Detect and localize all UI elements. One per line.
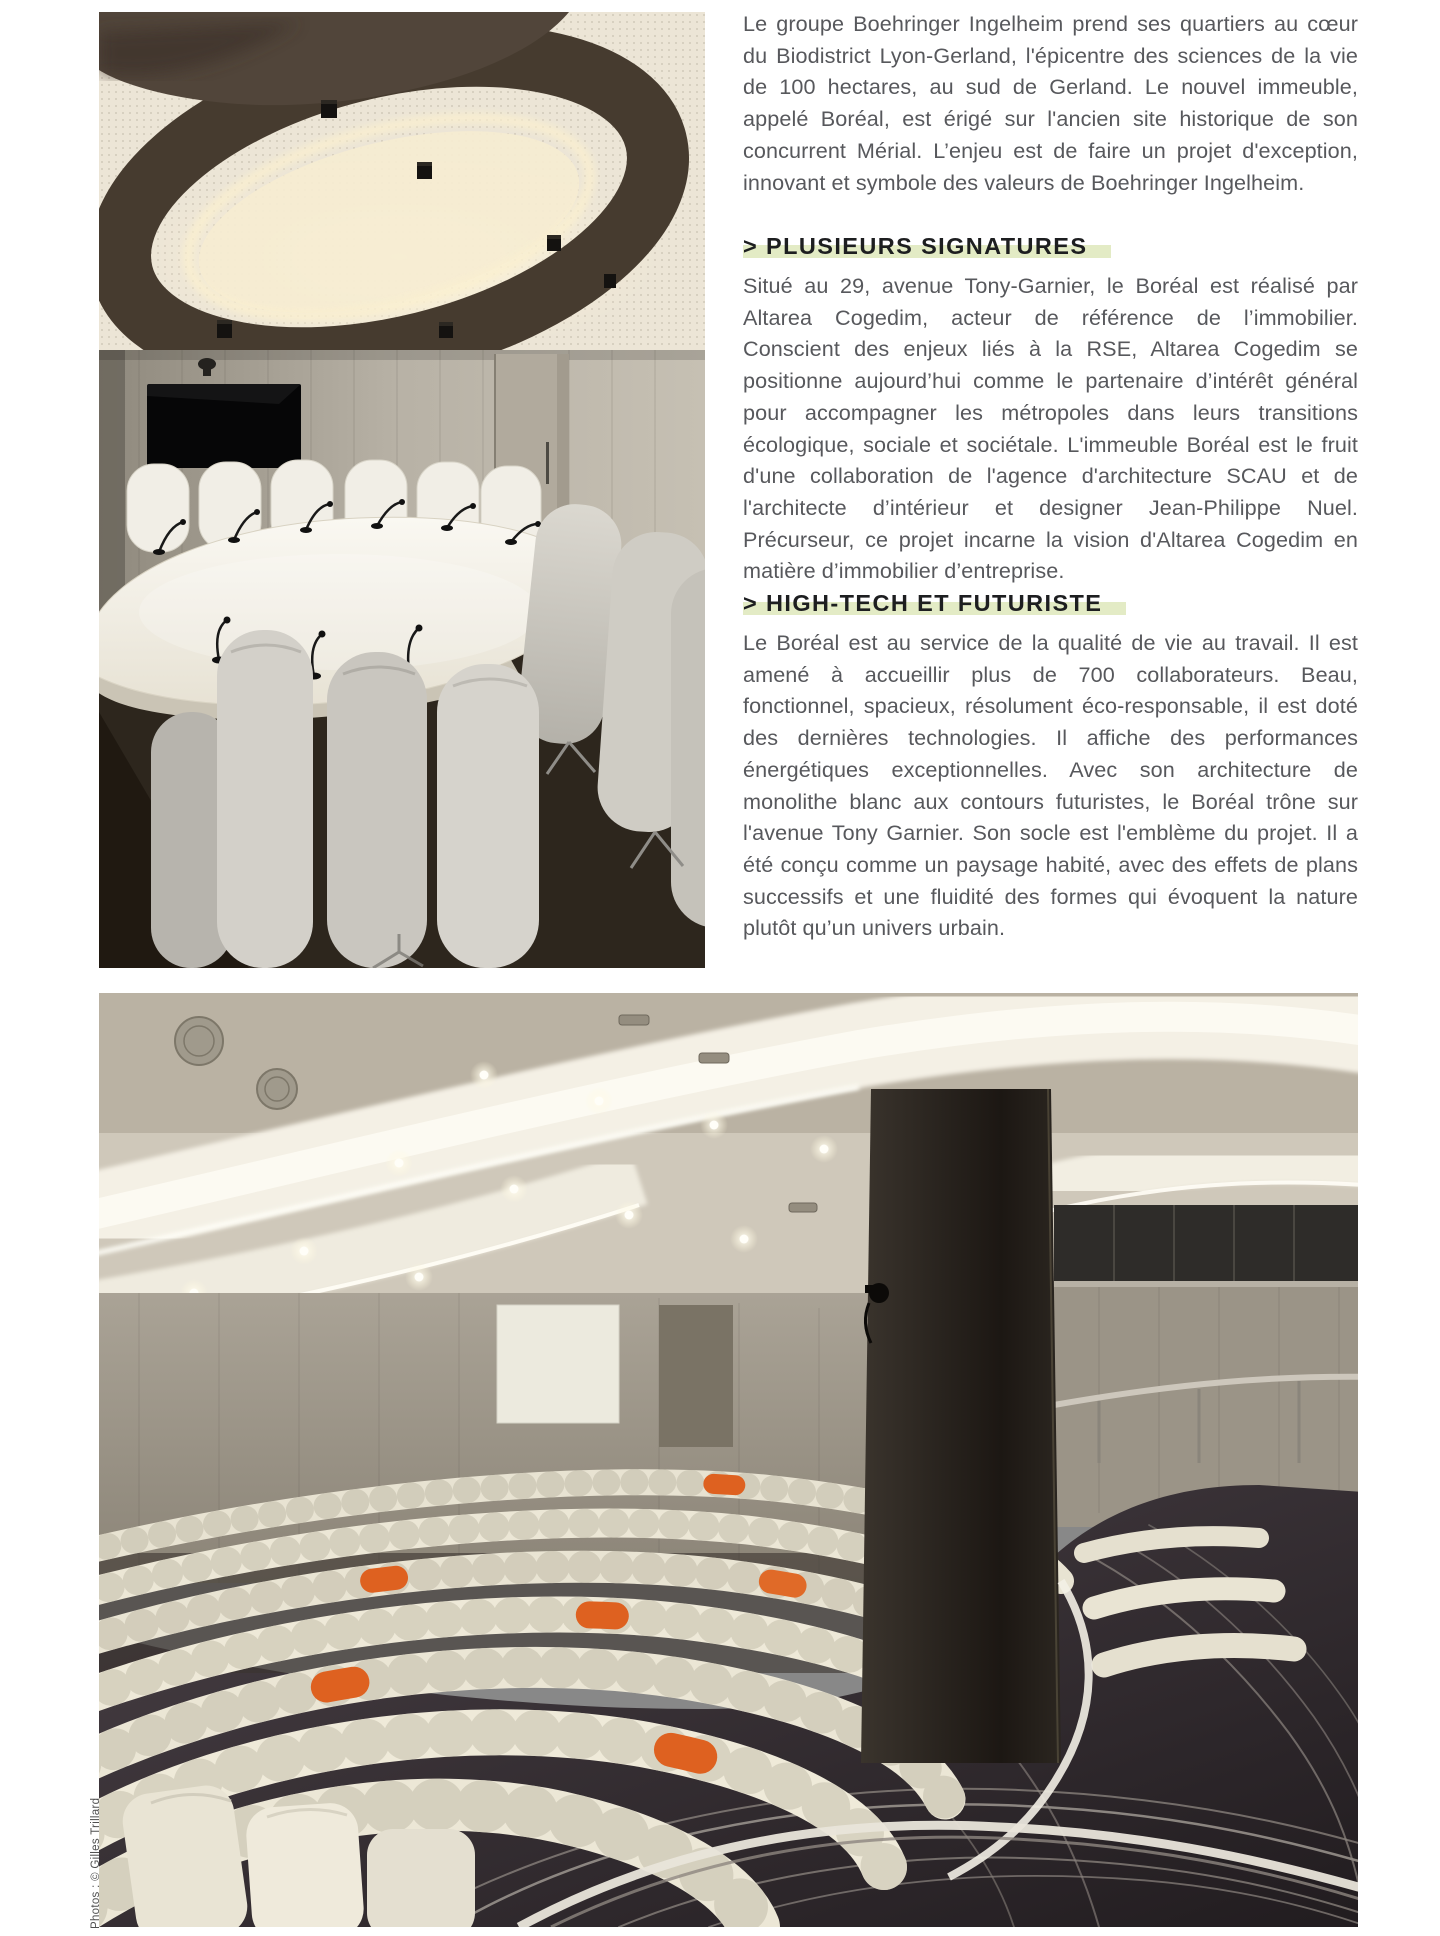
- heading-highlight: > HIGH-TECH ET FUTURISTE: [743, 590, 1126, 616]
- section-heading-signatures: [743, 233, 1358, 260]
- intro-paragraph: Le groupe Boehringer Ingelheim prend ses quartiers au cœur du Biodistrict Lyon-Gerland, l'épicentre des sciences de la vie de 100 hectares, au sud de Gerland. Le nouvel immeuble, appelé Boréal, est érigé sur l'ancien site historique de son concurrent Mérial. L’enjeu est de faire un projet d'exception, innovant et symbole des valeurs de Boehringer Ingelheim.: [743, 11, 1358, 195]
- section-heading-hightech: [743, 590, 1358, 617]
- photo-credit: Photos : © Gilles Trillard: [90, 1797, 102, 1929]
- section-body-signatures: Situé au 29, avenue Tony-Garnier, le Boréal est réalisé par Altarea Cogedim, acteur de référence de l’immobilier. Conscient des enjeux liés à la RSE, Altarea Cogedim se positionne aujourd’hui comme le partenaire d’intérêt général pour accompagner les métropoles dans leurs transitions écologique, sociale et sociétale. L'immeuble Boréal est le fruit d'une collaboration de l'agence d'architecture SCAU et de l'architecte d’intérieur et designer Jean-Philippe Nuel. Précurseur, ce projet incarne la vision d'Altarea Cogedim en matière d’immobilier d’entreprise.: [743, 273, 1358, 584]
- meeting-room-photo: [99, 12, 705, 968]
- heading-highlight: > PLUSIEURS SIGNATURES: [743, 233, 1111, 259]
- auditorium-photo: [99, 993, 1358, 1927]
- section-body-hightech: Le Boréal est au service de la qualité de vie au travail. Il est amené à accueillir plus de 700 collaborateurs. Beau, fonctionnel, spacieux, résolument éco-responsable, il est doté des dernières technologies. Il affiche des performances énergétiques exceptionnelles. Avec son architecture de monolithe blanc aux contours futuristes, le Boréal trône sur l'avenue Tony Garnier. Son socle est l'emblème du projet. Il a été conçu comme un paysage habité, avec des effets de plans successifs et une fluidité des formes qui évoquent la nature plutôt qu’un univers urbain.: [743, 630, 1358, 941]
